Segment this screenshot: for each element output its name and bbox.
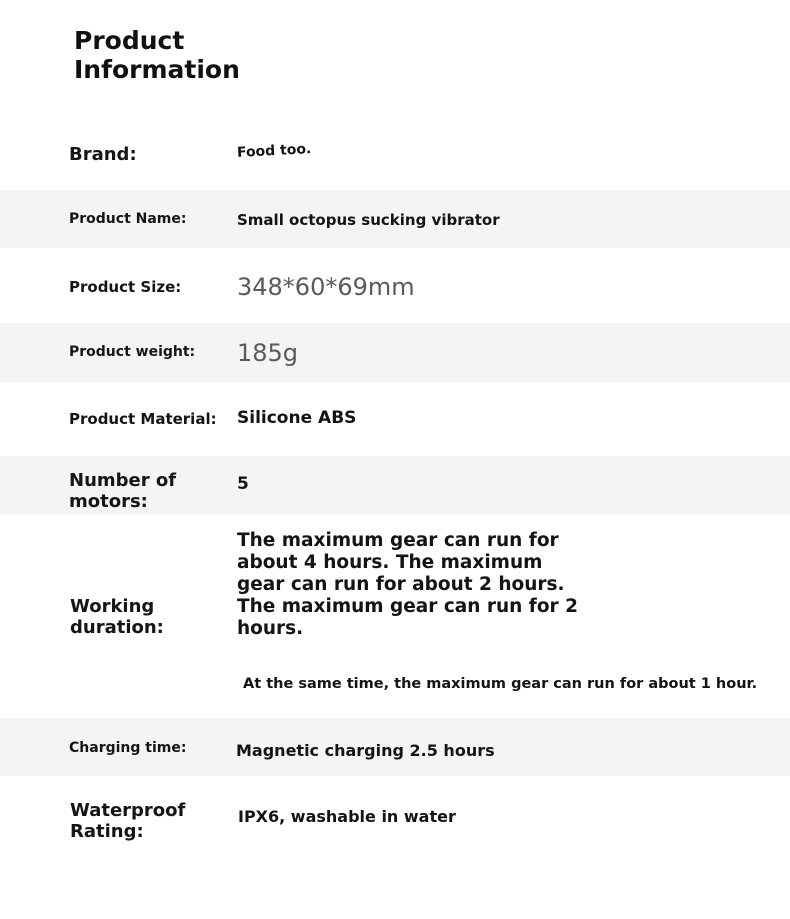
product-size-label: Product Size:	[69, 278, 182, 296]
page-title: Product Information	[74, 26, 240, 84]
product-name-value: Small octopus sucking vibrator	[237, 211, 500, 229]
duration-label: Working duration:	[70, 596, 164, 638]
waterproof-value: IPX6, washable in water	[238, 807, 456, 826]
waterproof-label: Waterproof Rating:	[70, 800, 186, 842]
product-weight-label: Product weight:	[69, 344, 196, 360]
product-size-value: 348*60*69mm	[237, 273, 415, 301]
brand-label: Brand:	[69, 144, 137, 165]
brand-value: Food too.	[236, 141, 312, 161]
product-name-label: Product Name:	[69, 211, 187, 227]
charging-label: Charging time:	[69, 740, 187, 756]
product-material-label: Product Material:	[69, 410, 217, 428]
product-weight-value: 185g	[237, 339, 299, 367]
duration-value: The maximum gear can run for about 4 hours. The maximum gear can run for about 2 hours. The maximum gear can run for 2 hours.	[237, 530, 578, 639]
duration-note: At the same time, the maximum gear can run for about 1 hour.	[243, 676, 758, 692]
motors-label: Number of motors:	[69, 470, 177, 512]
charging-value: Magnetic charging 2.5 hours	[236, 741, 495, 760]
motors-value: 5	[237, 474, 249, 494]
product-material-value: Silicone ABS	[237, 408, 357, 428]
